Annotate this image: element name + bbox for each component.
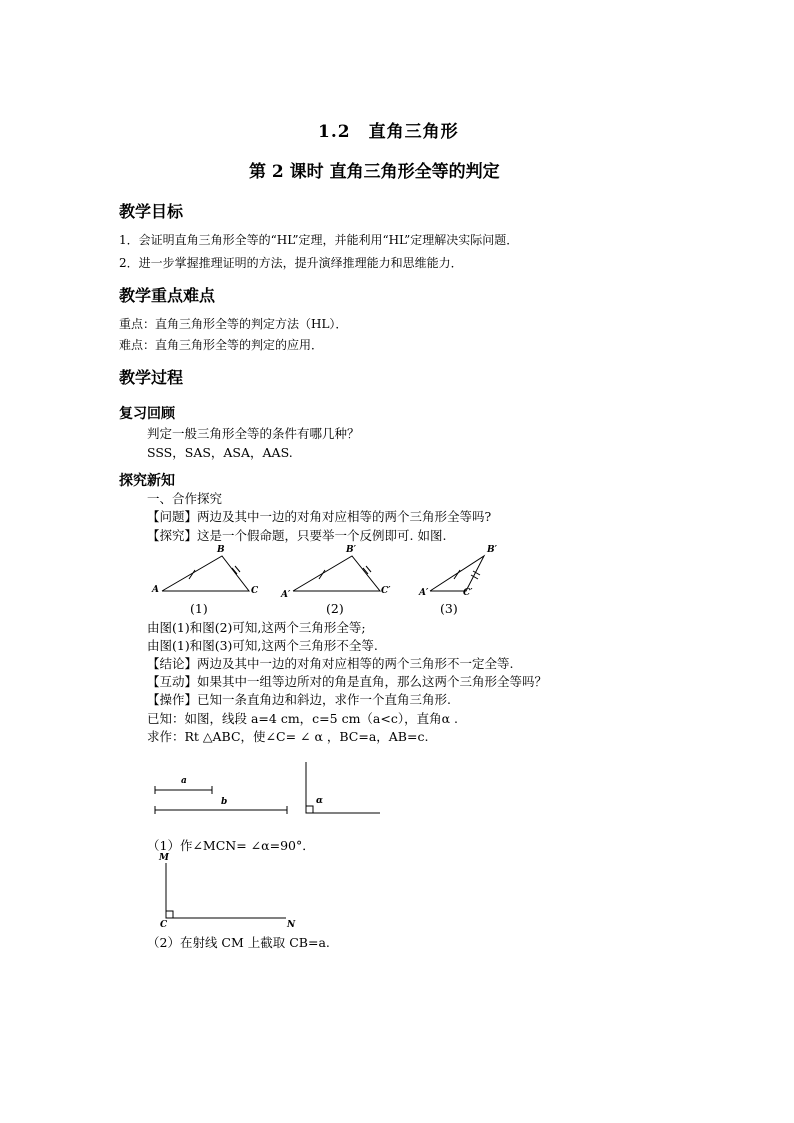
vertex-label-a-prime: A′: [419, 588, 429, 598]
vertex-label-c-prime: C′: [381, 586, 391, 596]
step-1: （1）作∠MCN= ∠α=90°．: [147, 838, 315, 853]
objectives-heading: 教学目标: [119, 202, 184, 221]
given-line: 已知：如图，线段 a=4 cm，c=5 cm（a<c），直角α .: [147, 711, 458, 726]
review-line: SSS，SAS，ASA，AAS.: [147, 445, 293, 460]
vertex-label-b-prime: B′: [487, 545, 497, 555]
explore-line: 由图(1)和图(3)可知,这两个三角形不全等.: [147, 638, 378, 653]
key-point-item: 难点：直角三角形全等的判定的应用．: [119, 338, 324, 352]
objective-item: 1．会证明直角三角形全等的“HL”定理，并能利用“HL”定理解决实际问题．: [119, 233, 519, 247]
vertex-label-a: A: [152, 585, 159, 595]
interaction-line: 【互动】如果其中一组等边所对的角是直角，那么这两个三角形全等吗？: [147, 674, 548, 689]
key-points-heading: 教学重点难点: [119, 286, 216, 305]
document-subtitle: 第 2 课时 直角三角形全等的判定: [249, 162, 500, 182]
document-title: 1.2 直角三角形: [318, 122, 459, 142]
segment-a-label: a: [181, 776, 187, 786]
vertex-label-c: C: [251, 586, 259, 596]
objective-item: 2．进一步掌握推理证明的方法，提升演绎推理能力和思维能力．: [119, 256, 463, 270]
construct-line: 求作：Rt △ABC，使∠C= ∠ α ，BC=a，AB=c.: [147, 729, 429, 744]
point-m-label: M: [159, 853, 169, 863]
review-heading: 复习回顾: [119, 406, 175, 422]
conclusion-line: 【结论】两边及其中一边的对角对应相等的两个三角形不一定全等.: [147, 656, 514, 671]
explore-line: 【探究】这是一个假命题，只要举一个反例即可. 如图.: [147, 528, 447, 543]
explore-line: 【问题】两边及其中一边的对角对应相等的两个三角形全等吗?: [147, 509, 492, 524]
step-2: （2）在射线 CM 上截取 CB=a.: [147, 935, 330, 950]
figure-caption: (2): [326, 601, 344, 616]
point-c-label: C: [160, 920, 168, 930]
process-heading: 教学过程: [119, 368, 184, 387]
alpha-label: α: [316, 796, 323, 806]
right-angle-mark: [166, 911, 173, 918]
key-point-item: 重点：直角三角形全等的判定方法（HL）．: [119, 317, 348, 331]
explore-line: 一、合作探究: [147, 491, 223, 506]
segment-b-label: b: [221, 797, 228, 807]
explore-heading: 探究新知: [119, 473, 175, 489]
review-line: 判定一般三角形全等的条件有哪几种？: [147, 426, 360, 441]
vertex-label-b-prime: B′: [346, 545, 356, 555]
figure-caption: (1): [190, 601, 208, 616]
point-n-label: N: [287, 920, 296, 930]
vertex-label-c-prime: C′: [463, 588, 473, 598]
explore-line: 由图(1)和图(2)可知,这两个三角形全等;: [147, 620, 366, 635]
operation-line: 【操作】已知一条直角边和斜边，求作一个直角三角形.: [147, 692, 451, 707]
vertex-label-a-prime: A′: [281, 590, 291, 600]
vertex-label-b: B: [217, 545, 225, 555]
figure-caption: (3): [440, 601, 458, 616]
